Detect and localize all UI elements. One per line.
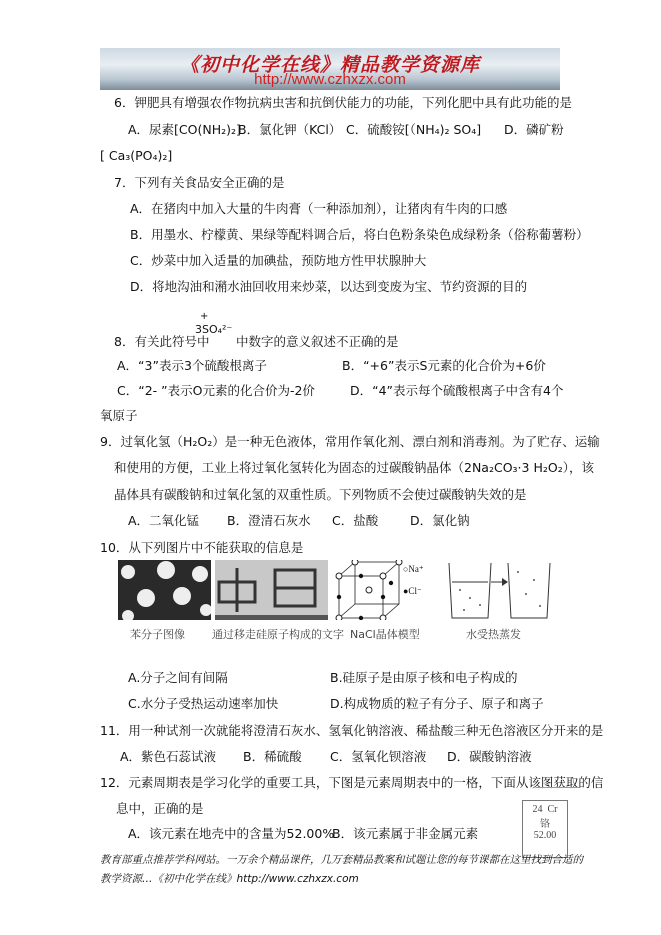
q12-line-1: 12．元素周期表是学习化学的重要工具，下图是元素周期表中的一格，下面从该图获取的信	[100, 775, 604, 790]
q12-line-2: 息中，正确的是	[116, 801, 204, 816]
q8-option-d: D．“4”表示每个硫酸根离子中含有4个	[350, 383, 564, 398]
q8-option-b: B．“+6”表示S元素的化合价为+6价	[342, 358, 546, 373]
q11-option-d: D．碳酸钠溶液	[447, 749, 532, 764]
q9-option-d: D．氯化钠	[410, 513, 470, 528]
atomic-mass: 52.00	[533, 830, 557, 841]
banner-title: 《初中化学在线》精品教学资源库	[179, 54, 480, 76]
q7-stem: 7．下列有关食品安全正确的是	[114, 175, 285, 190]
caption-water: 水受热蒸发	[466, 628, 521, 641]
q8-option-a: A．“3”表示3个硫酸根离子	[117, 358, 267, 373]
q9-line-3: 晶体具有碳酸钠和过氧化氢的双重性质。下列物质不会使过碳酸钠失效的是	[114, 487, 527, 502]
q7-option-b: B．用墨水、柠檬黄、果绿等配料调合后，将白色粉条染色成绿粉条（俗称葡薯粉）	[130, 227, 589, 242]
q8-option-d-cont: 氧原子	[100, 408, 138, 423]
q6-stem: 6．钾肥具有增强农作物抗病虫害和抗倒伏能力的功能，下列化肥中具有此功能的是	[114, 95, 572, 110]
element-name: 铬	[540, 819, 550, 830]
q9-line-1: 9．过氧化氢（H₂O₂）是一种无色液体，常用作氧化剂、漂白剂和消毒剂。为了贮存、运输	[100, 434, 600, 449]
q10-stem: 10．从下列图片中不能获取的信息是	[100, 540, 304, 555]
q8-symbol: 3SO₄²⁻	[195, 323, 233, 336]
q7-option-c: C．炒菜中加入适量的加碘盐，预防地方性甲状腺肿大	[130, 253, 427, 268]
benzene-image	[118, 560, 211, 620]
banner-url[interactable]: http://www.czhxzx.com	[254, 71, 406, 88]
q7-option-d: D．将地沟油和潲水油回收用来炒菜，以达到变废为宝、节约资源的目的	[130, 279, 528, 294]
q11-option-a: A．紫色石蕊试液	[120, 749, 217, 764]
atomic-number: 24	[532, 804, 543, 815]
q6-option-a: A．尿素[CO(NH₂)₂]	[128, 122, 241, 137]
q8-option-c: C．“2- ”表示O元素的化合价为-2价	[117, 383, 315, 398]
q12-option-b: B．该元素属于非金属元素	[332, 826, 479, 841]
legend-na: ○Na⁺	[403, 564, 424, 574]
q6-option-d: D．磷矿粉	[504, 122, 564, 137]
caption-nacl: NaCl晶体模型	[350, 628, 420, 641]
q8-stem-post: 中数字的意义叙述不正确的是	[236, 334, 399, 349]
q9-line-2: 和使用的方便，工业上将过氧化氢转化为固态的过碳酸钠晶体（2Na₂CO₃·3 H₂O₂），该	[114, 460, 594, 475]
q10-option-d: D.构成物质的粒子有分子、原子和离子	[330, 696, 544, 711]
water-evaporation-image	[446, 560, 556, 620]
q11-option-b: B．稀硫酸	[243, 749, 302, 764]
q6-option-d-formula: [ Ca₃(PO₄)₂]	[100, 148, 173, 163]
periodic-table-cell	[522, 800, 568, 858]
q9-option-a: A．二氧化锰	[128, 513, 200, 528]
nacl-crystal-model	[335, 560, 430, 620]
q10-option-c: C.水分子受热运动速率加快	[128, 696, 279, 711]
q10-option-a: A.分子之间有间隔	[128, 670, 228, 685]
element-symbol: Cr	[547, 804, 558, 815]
caption-benzene: 苯分子图像	[130, 628, 185, 641]
q9-option-c: C．盐酸	[332, 513, 379, 528]
q9-option-b: B．澄清石灰水	[227, 513, 311, 528]
q8-charge-mark: +	[200, 311, 209, 322]
q12-option-a: A．该元素在地壳中的含量为52.00%	[128, 826, 335, 841]
q11-option-c: C．氢氧化钡溶液	[330, 749, 427, 764]
footer-line-2: 教学资源…《初中化学在线》http://www.czhxzx.com	[100, 873, 359, 885]
header-banner	[100, 48, 560, 90]
q6-option-c: C．硫酸铵[（NH₄)₂ SO₄]	[346, 122, 482, 137]
q11-stem: 11．用一种试剂一次就能将澄清石灰水、氢氧化钠溶液、稀盐酸三种无色溶液区分开来的是	[100, 723, 604, 738]
caption-silicon: 通过移走硅原子构成的文字	[212, 628, 344, 641]
footer-line-1: 教育部重点推荐学科网站。一万余个精品课件，几万套精品教案和试题让您的每节课都在这里找到合适的	[100, 854, 583, 866]
q8-stem-pre: 8．有关此符号中	[114, 334, 210, 349]
silicon-text-image	[215, 560, 328, 620]
q7-option-a: A．在猪肉中加入大量的牛肉膏（一种添加剂），让猪肉有牛肉的口感	[130, 201, 508, 216]
legend-cl: ●Cl⁻	[403, 586, 422, 596]
q6-option-b: B．氯化钾（KCl）	[238, 122, 342, 137]
q10-option-b: B.硅原子是由原子核和电子构成的	[330, 670, 518, 685]
